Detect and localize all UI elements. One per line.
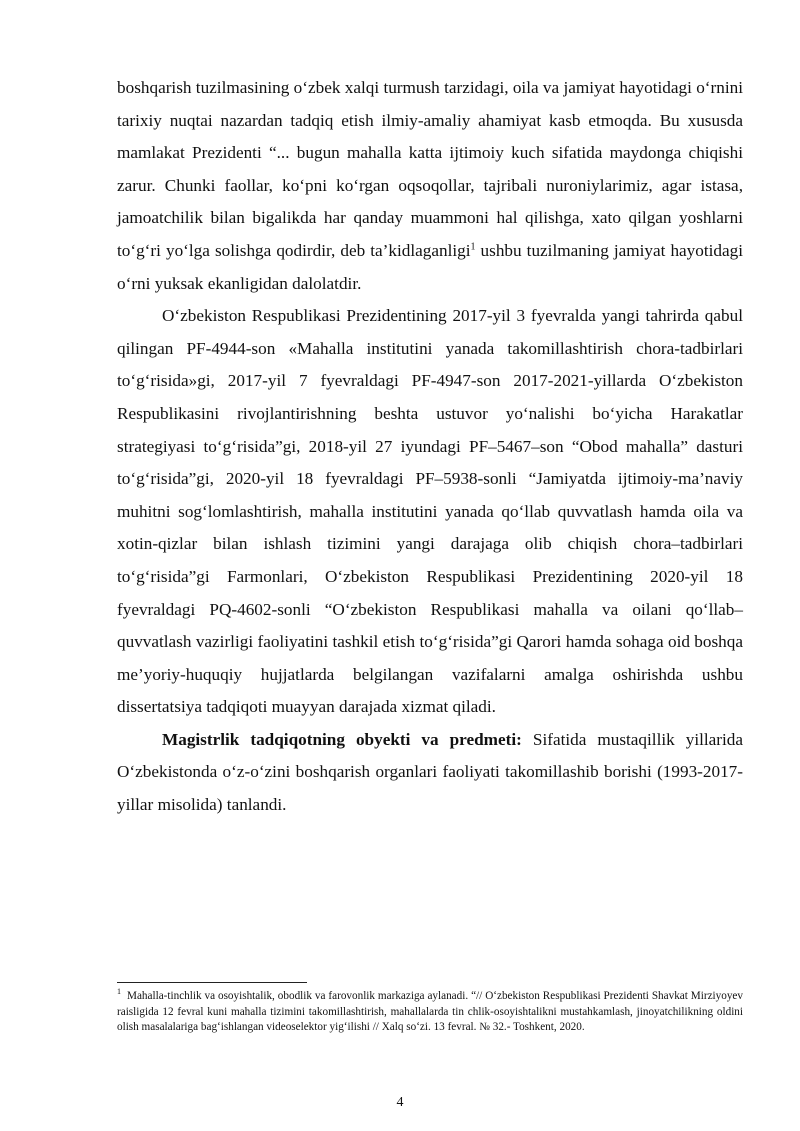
footnote [117,989,743,1036]
footnote-divider [117,982,307,983]
paragraph-1-text: boshqarish tuzilmasining o‘zbek xalqi turmush tarzidagi, oila va jamiyat hayotidagi o‘rnini tarixiy nuqtai nazardan tadqiq etish ilmiy-amaliy ahamiyat kasb etmoqda. Bu xususda mamlakat Prezidenti “... bugun mahalla katta ijtimoiy kuch sifatida maydonga chiqishi zarur. Chunki faollar, ko‘pni ko‘rgan oqsoqollar, tajribali nuroniylarimiz, agar istasa, jamoatchilik bilan bigalikda har qanday muammoni hal qilishga, xato qilgan yoshlarni to‘g‘ri yo‘lga solishga qodirdir, deb ta’kidlaganligi [117,78,743,260]
paragraph-2: O‘zbekiston Respublikasi Prezidentining 2017-yil 3 fyevralda yangi tahrirda qabul qilingan PF-4944-son «Mahalla institutini yanada takomillashtirish chora-tadbirlari to‘g‘risida»gi, 2017-yil 7 fyevraldagi PF-4947-son 2017-2021-yillarda O‘zbekiston Respublikasini rivojlantirishning beshta ustuvor yo‘nalishi bo‘yicha Harakatlar strategiyasi to‘g‘risida”gi, 2018-yil 27 iyundagi PF–5467–son “Obod mahalla” dasturi to‘g‘risida”gi, 2020-yil 18 fyevraldagi PF–5938-sonli “Jamiyatda ijtimoiy-ma’naviy muhitni sog‘lomlashtirish, mahalla institutini yanada qo‘llab quvvatlash hamda oila va xotin-qizlar bilan ishlash tizimini yangi darajaga olib chiqish chora–tadbirlari to‘g‘risida”gi Farmonlari, O‘zbekiston Respublikasi Prezidentining 2020-yil 18 fyevraldagi PQ-4602-sonli “O‘zbekiston Respublikasi mahalla va oilani qo‘llab–quvvatlash vazirligi faoliyatini tashkil etish to‘g‘risida”gi Qarori hamda sohaga oid boshqa me’yoriy-huquqiy hujjatlarda belgilangan vazifalarni amalga oshirishda ushbu dissertatsiya tadqiqoti muayyan darajada xizmat qiladi. [117,306,743,717]
document-body [117,72,743,822]
paragraph-3-text: Sifatida mustaqillik yillarida O‘zbekistonda o‘z-o‘zini boshqarish organlari faoliyati takomillashib borishi (1993-2017-yillar misolida) tanlandi. [117,729,743,815]
footnote-text: Mahalla-tinchlik va osoyishtalik, obodlik va farovonlik markaziga aylanadi. “// O‘zbekiston Respublikasi Prezidenti Shavkat Mirziyoyev raisligida 12 fevral kuni mahalla tizimini takomillashtirish, mahallalarda tin chlik-osoyishtalikni mustahkamlash, jinoyatchilikning oldini olish masalalariga bag‘ishlangan videoselektor yig‘ilishi // Xalq so‘zi. 13 fevral. № 32.- Toshkent, 2020. [117,990,743,1034]
section-heading: Magistrlik tadqiqotning obyekti va predmeti: [162,729,522,749]
paragraph-1 [117,72,743,300]
paragraph-3 [117,724,743,822]
footnote-reference[interactable]: 1 [470,241,476,253]
page-number: 4 [396,1095,404,1110]
paragraph-1-text-end: ushbu tuzilmaning jamiyat hayotidagi o‘rni yuksak ekanligidan dalolatdir. [117,240,744,293]
footnote-marker: 1 [117,987,121,997]
